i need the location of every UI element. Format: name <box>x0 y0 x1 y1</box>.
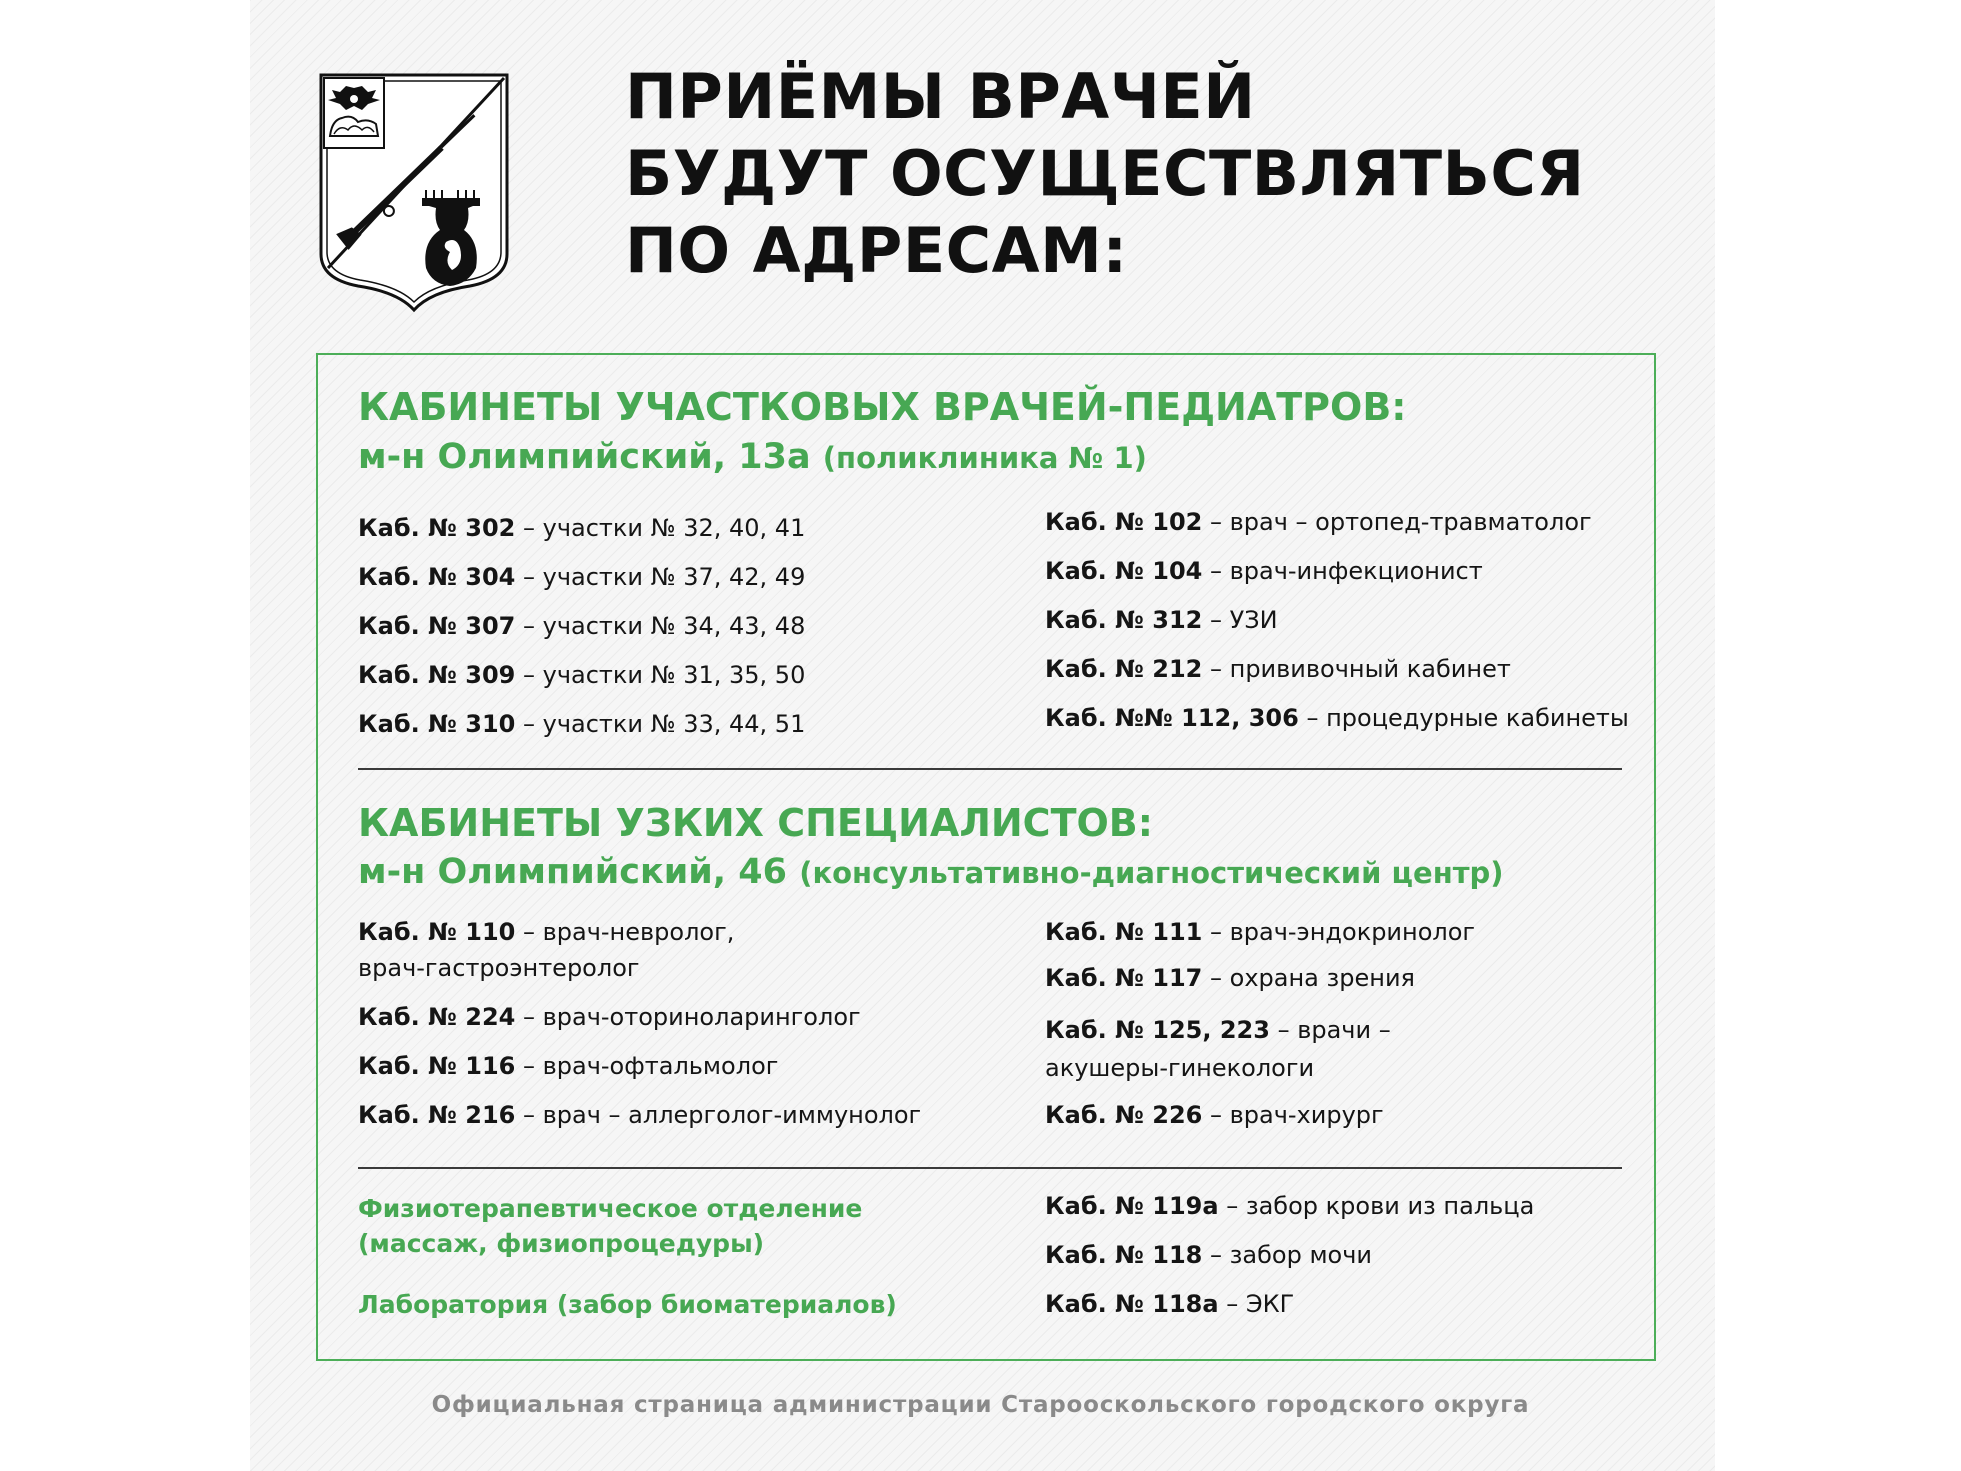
coat-of-arms-icon <box>318 72 510 312</box>
room-description: – участки № 31, 35, 50 <box>515 661 806 689</box>
room-number: Каб. № 118а <box>1045 1290 1219 1318</box>
section-pediatricians-address <box>358 437 1147 477</box>
room-description: – врач-оториноларинголог <box>515 1003 861 1031</box>
list-item <box>1045 504 1592 541</box>
list-item <box>1045 1286 1294 1323</box>
physio-department-label: Физиотерапевтическое отделение <box>358 1194 863 1223</box>
room-number: Каб. № 119а <box>1045 1192 1219 1220</box>
laboratory-label: Лаборатория (забор биоматериалов) <box>358 1290 897 1319</box>
room-description: – процедурные кабинеты <box>1298 704 1629 732</box>
room-number: Каб. № 118 <box>1045 1241 1203 1269</box>
room-description: – врачи – <box>1269 1016 1391 1044</box>
list-item <box>1045 1097 1384 1134</box>
room-description: – врач – ортопед-травматолог <box>1202 508 1592 536</box>
list-item <box>358 510 805 547</box>
room-number: Каб. № 212 <box>1045 655 1203 683</box>
room-description: – врач-офтальмолог <box>515 1052 779 1080</box>
room-number: Каб. № 304 <box>358 563 516 591</box>
title-line: ПРИЁМЫ ВРАЧЕЙ <box>625 60 1256 133</box>
address-note: (поликлиника № 1) <box>822 441 1147 475</box>
room-number: Каб. № 307 <box>358 612 516 640</box>
list-item <box>1045 602 1278 639</box>
list-item <box>358 559 805 596</box>
section-pediatricians-title: КАБИНЕТЫ УЧАСТКОВЫХ ВРАЧЕЙ-ПЕДИАТРОВ: <box>358 385 1407 429</box>
room-number: Каб. № 216 <box>358 1101 516 1129</box>
room-description: – забор мочи <box>1202 1241 1373 1269</box>
list-item <box>358 999 861 1036</box>
room-description: – участки № 33, 44, 51 <box>515 710 806 738</box>
list-item <box>358 1097 921 1134</box>
footer-text: Официальная страница администрации Старооскольского городского округа <box>431 1392 1530 1418</box>
room-number: Каб. № 302 <box>358 514 516 542</box>
list-item <box>1045 914 1475 951</box>
room-description: – УЗИ <box>1202 606 1278 634</box>
divider <box>358 1167 1622 1169</box>
room-number: Каб. №№ 112, 306 <box>1045 704 1299 732</box>
room-description: – врач – аллерголог-иммунолог <box>515 1101 922 1129</box>
list-item <box>358 657 805 694</box>
section-specialists-address <box>358 852 1504 892</box>
room-description: – участки № 32, 40, 41 <box>515 514 806 542</box>
room-number: Каб. № 226 <box>1045 1101 1203 1129</box>
room-description: – врач-невролог, <box>515 918 735 946</box>
list-item-continuation: акушеры-гинекологи <box>1045 1054 1315 1082</box>
room-number: Каб. № 125, 223 <box>1045 1016 1270 1044</box>
list-item <box>358 1048 778 1085</box>
room-number: Каб. № 310 <box>358 710 516 738</box>
room-description: – участки № 37, 42, 49 <box>515 563 806 591</box>
list-item <box>1045 960 1415 997</box>
address-note: (консультативно-диагностический центр) <box>799 856 1504 890</box>
room-description: – забор крови из пальца <box>1218 1192 1535 1220</box>
list-item <box>358 914 734 951</box>
room-description: – врач-хирург <box>1202 1101 1384 1129</box>
list-item <box>1045 1188 1534 1225</box>
room-description: – врач-эндокринолог <box>1202 918 1476 946</box>
title-line: ПО АДРЕСАМ: <box>625 214 1128 287</box>
room-number: Каб. № 111 <box>1045 918 1203 946</box>
room-number: Каб. № 116 <box>358 1052 516 1080</box>
page-title <box>625 58 1585 289</box>
room-number: Каб. № 117 <box>1045 964 1203 992</box>
section-specialists-title: КАБИНЕТЫ УЗКИХ СПЕЦИАЛИСТОВ: <box>358 801 1153 845</box>
room-description: – ЭКГ <box>1218 1290 1295 1318</box>
room-description: – врач-инфекционист <box>1202 557 1483 585</box>
list-item <box>358 706 805 743</box>
list-item-continuation: врач-гастроэнтеролог <box>358 954 640 982</box>
room-description: – участки № 34, 43, 48 <box>515 612 806 640</box>
list-item <box>358 608 805 645</box>
room-number: Каб. № 224 <box>358 1003 516 1031</box>
list-item <box>1045 651 1511 688</box>
address-text: м-н Олимпийский, 46 <box>358 852 787 892</box>
list-item <box>1045 1237 1372 1274</box>
divider <box>358 768 1622 770</box>
room-number: Каб. № 110 <box>358 918 516 946</box>
room-number: Каб. № 309 <box>358 661 516 689</box>
address-text: м-н Олимпийский, 13а <box>358 437 811 477</box>
room-number: Каб. № 312 <box>1045 606 1203 634</box>
list-item <box>1045 700 1629 737</box>
room-number: Каб. № 104 <box>1045 557 1203 585</box>
list-item <box>1045 1012 1391 1049</box>
room-description: – охрана зрения <box>1202 964 1415 992</box>
room-number: Каб. № 102 <box>1045 508 1203 536</box>
room-description: – прививочный кабинет <box>1202 655 1511 683</box>
physio-department-note: (массаж, физиопроцедуры) <box>358 1229 765 1258</box>
list-item <box>1045 553 1483 590</box>
title-line: БУДУТ ОСУЩЕСТВЛЯТЬСЯ <box>625 137 1585 210</box>
